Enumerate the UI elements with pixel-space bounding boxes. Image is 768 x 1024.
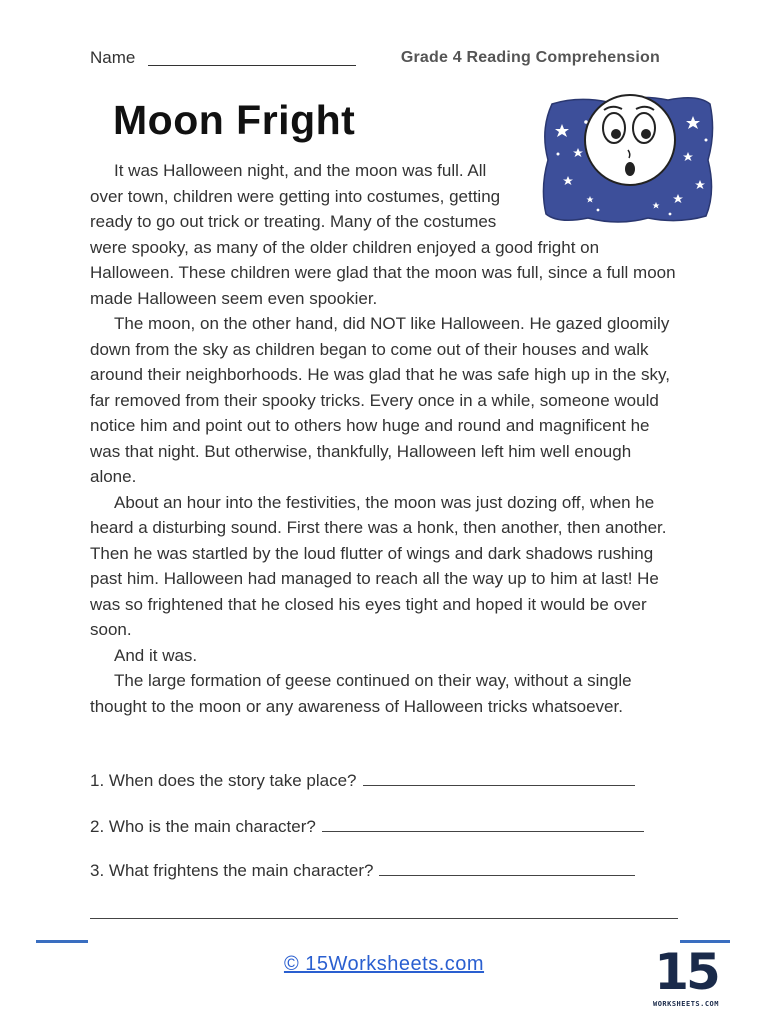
name-label: Name [90,48,136,67]
question-1-text: 1. When does the story take place? [90,771,357,790]
logo-number: 15 [654,943,718,1001]
story-paragraph: It was Halloween night, and the moon was full. All over town, children were getting into costumes, getting ready to go out trick or treating. Many of the costumes were spooky, as many of the older children enjoyed a good fright on Halloween. These children were glad that the moon was full, since a full moon made Halloween seem even spookier. [90,161,676,308]
question-3 [90,861,635,881]
answer-line-2[interactable] [322,831,644,832]
name-row [90,48,660,70]
worksheets-logo [648,944,724,1012]
question-2 [90,817,644,837]
story-text [90,158,678,719]
story-paragraph: And it was. [114,645,198,665]
page-title: Moon Fright [113,97,356,143]
grade-label: Grade 4 Reading Comprehension [400,49,660,66]
question-2-text: 2. Who is the main character? [90,817,316,836]
question-3-text: 3. What frightens the main character? [90,861,374,880]
story-paragraph: The moon, on the other hand, did NOT like Halloween. He gazed gloomily down from the sky as children began to come out of their houses and walk around their neighborhoods. He was glad that he was safe high up in the sky, far removed from their spooky tricks. Every once in a while, someone would notice him and point out to others how huge and round and magnificent he was that night. But otherwise, thankfully, Halloween left him well enough alone. [90,314,670,486]
copyright-link[interactable]: © 15Worksheets.com [283,953,485,975]
story-paragraph: About an hour into the festivities, the moon was just dozing off, when he heard a disturbing sound. First there was a honk, then another, then another. Then he was startled by the loud flutter of wings and dark shadows rushing past him. Halloween had managed to reach all the way up to him at last! He was so frightened that he closed his eyes tight and hoped it would be over soon. [90,492,667,639]
answer-line-3[interactable] [379,875,635,876]
answer-line-extra[interactable] [90,918,678,919]
name-blank-line[interactable] [148,65,356,66]
illustration-spacer [506,158,678,226]
footer-divider-left [36,940,88,943]
question-1 [90,771,635,791]
story-paragraph: The large formation of geese continued on their way, without a single thought to the moon or any awareness of Halloween tricks whatsoever. [90,671,632,716]
logo-text: WORKSHEETS.COM [652,1000,719,1008]
answer-line-1[interactable] [363,785,635,786]
